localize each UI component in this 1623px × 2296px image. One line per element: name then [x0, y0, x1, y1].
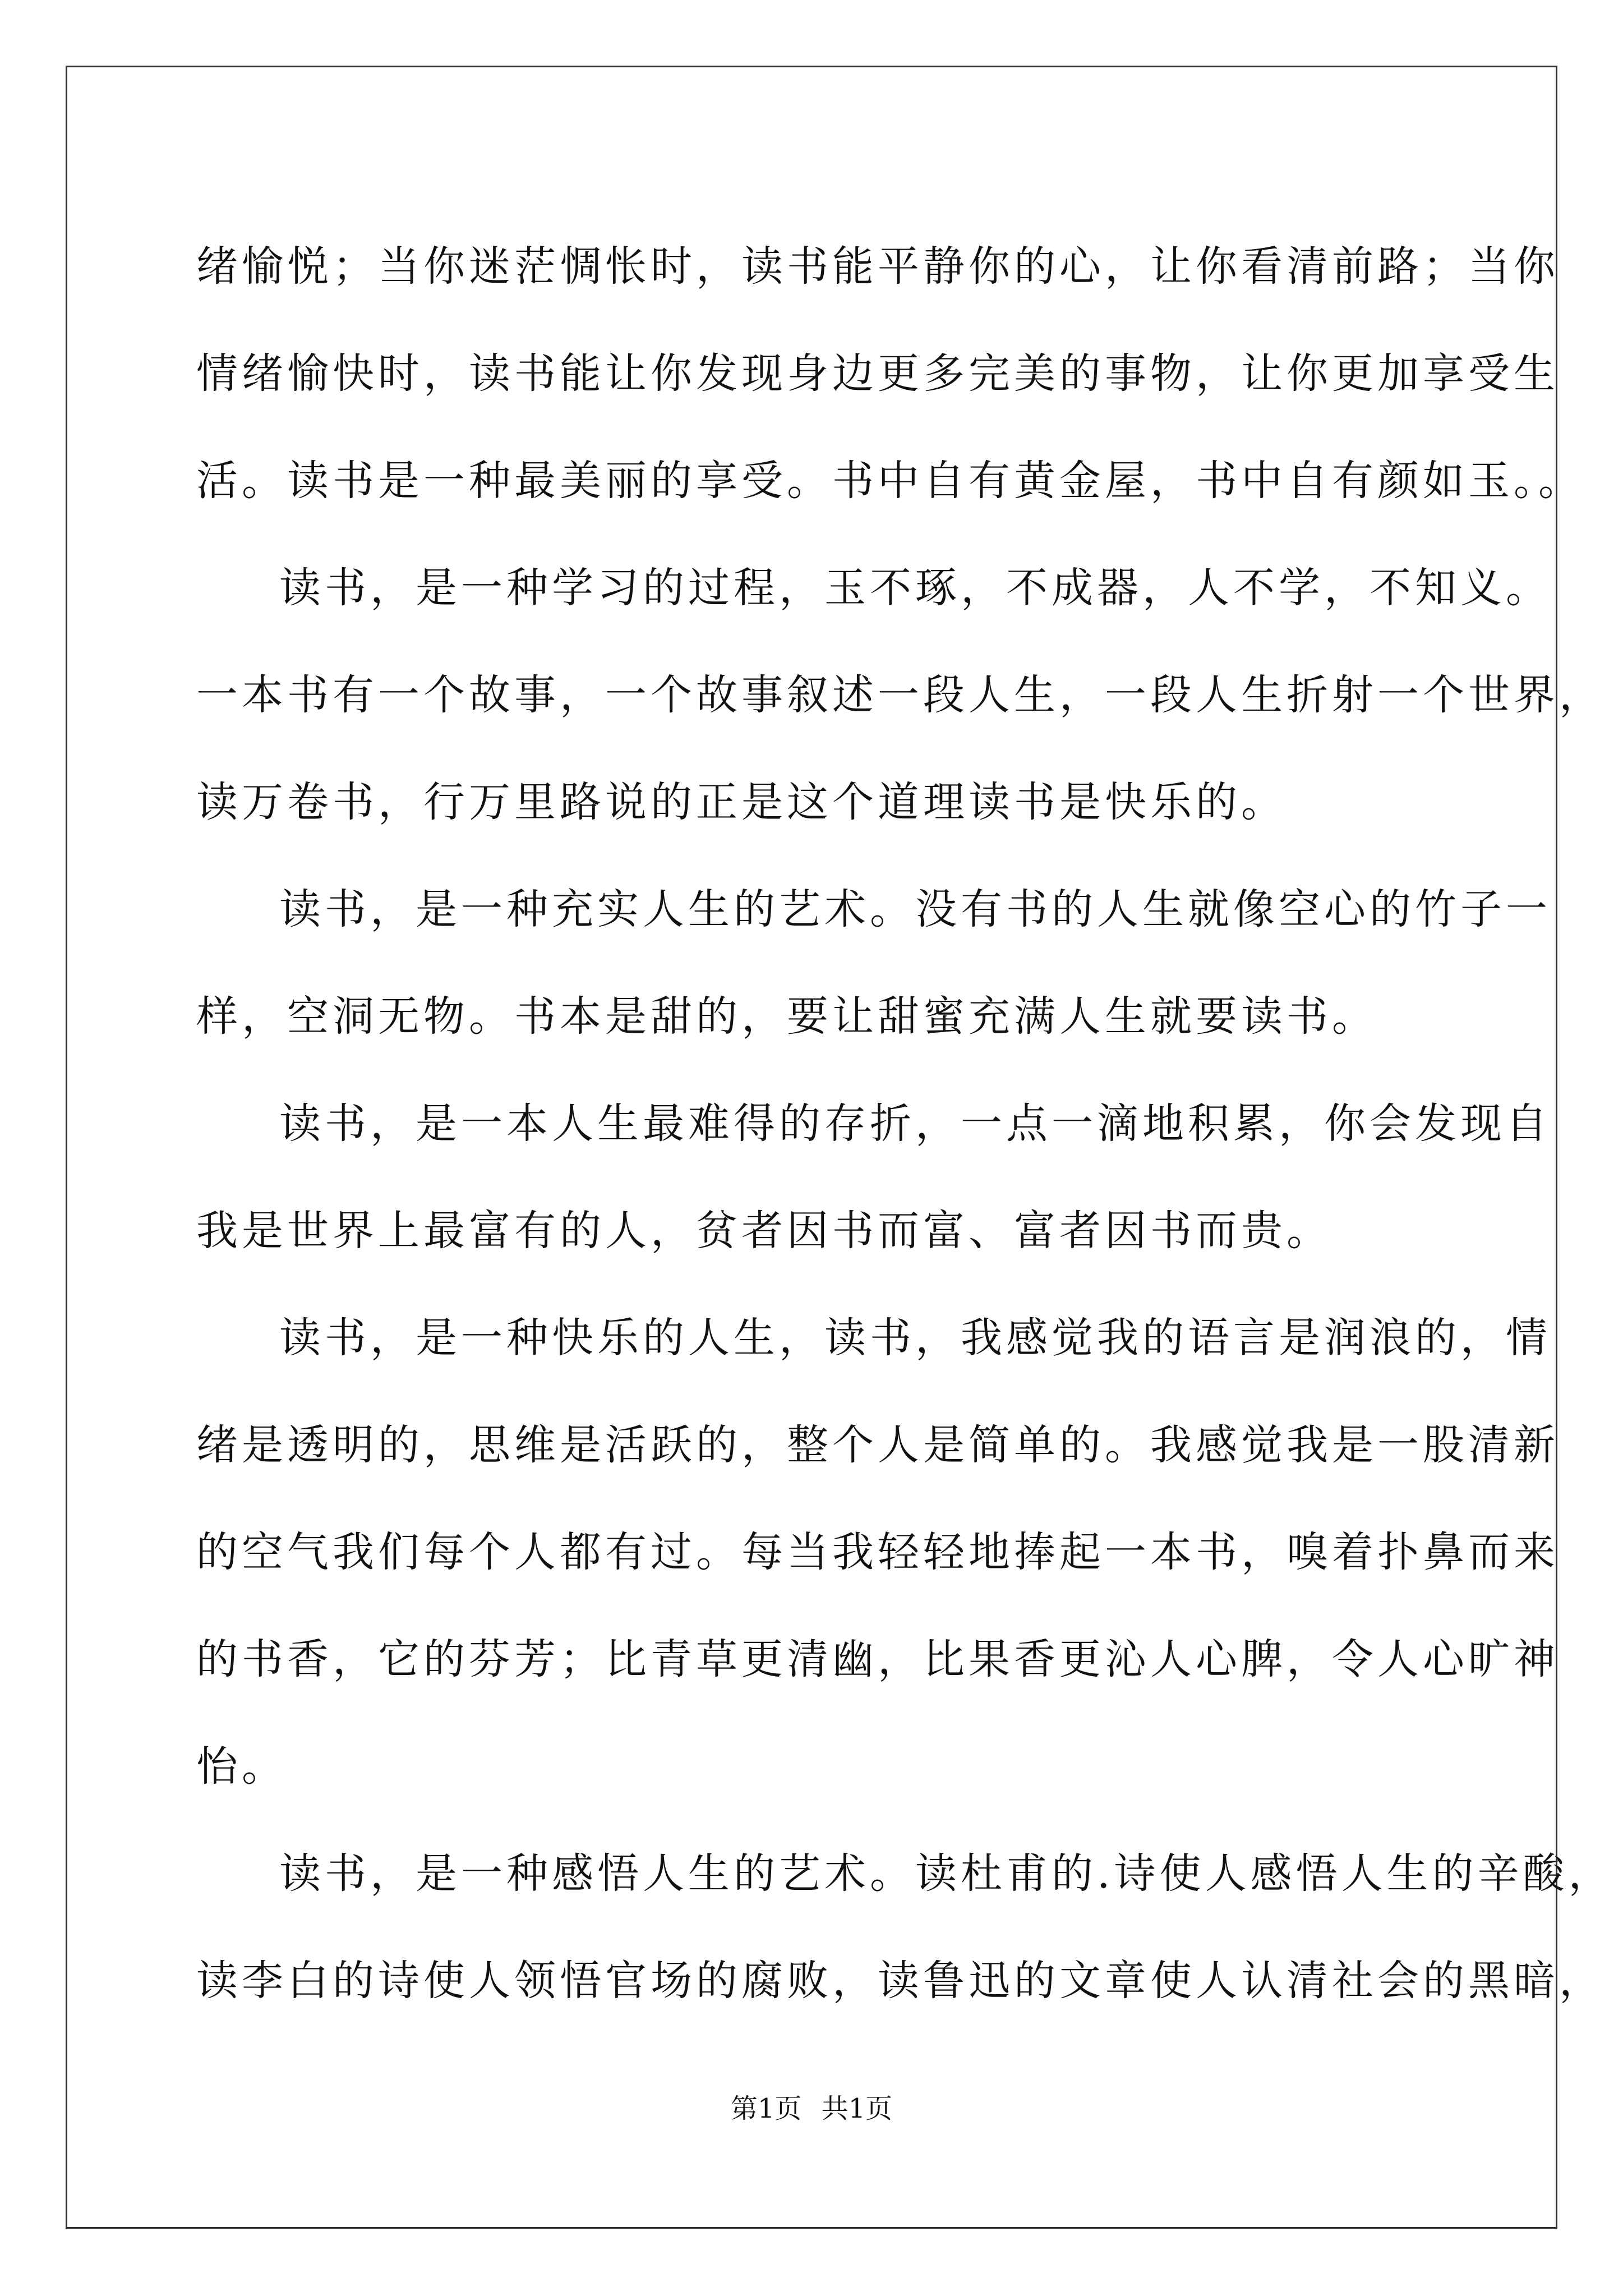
page-number-current: 第1页	[730, 2093, 802, 2124]
paragraph-start-line: 读书，是一种学习的过程，玉不琢，不成器，人不学，不知义。	[279, 564, 1551, 612]
text-line: 读李白的诗使人领悟官场的腐败，读鲁迅的文章使人认清社会的黑暗，	[196, 1957, 1604, 2005]
text-line: 的空气我们每个人都有过。每当我轻轻地捧起一本书，嗅着扑鼻而来	[196, 1528, 1559, 1576]
text-line: 读万卷书，行万里路说的正是这个道理读书是快乐的。	[196, 778, 1287, 826]
text-line: 绪愉悦；当你迷茫惆怅时，读书能平静你的心，让你看清前路；当你	[196, 242, 1559, 291]
text-line: 情绪愉快时，读书能让你发现身边更多完美的事物，让你更加享受生	[196, 349, 1559, 398]
text-line: 活。读书是一种最美丽的享受。书中自有黄金屋，书中自有颜如玉。。	[196, 457, 1584, 505]
document-body	[196, 213, 1614, 2035]
text-line: 的书香，它的芬芳；比青草更清幽，比果香更沁人心脾，令人心旷神	[196, 1635, 1559, 1683]
paragraph-start-line: 读书，是一种快乐的人生，读书，我感觉我的语言是润浪的，情	[279, 1314, 1551, 1362]
paragraph-start-line: 读书，是一种充实人生的艺术。没有书的人生就像空心的竹子一	[279, 885, 1551, 933]
paragraph-start-line: 读书，是一本人生最难得的存折，一点一滴地积累，你会发现自	[279, 1099, 1551, 1148]
paragraph-start-line: 读书，是一种感悟人生的艺术。读杜甫的.诗使人感悟人生的辛酸，	[279, 1849, 1614, 1898]
text-line: 绪是透明的，思维是活跃的，整个人是简单的。我感觉我是一股清新	[196, 1421, 1559, 1469]
text-line: 样，空洞无物。书本是甜的，要让甜蜜充满人生就要读书。	[196, 992, 1377, 1041]
text-line: 我是世界上最富有的人，贫者因书而富、富者因书而贵。	[196, 1207, 1332, 1255]
page-number-total: 共1页	[821, 2093, 893, 2124]
text-line: 怡。	[196, 1742, 287, 1791]
text-line: 一本书有一个故事，一个故事叙述一段人生，一段人生折射一个世界，	[196, 671, 1604, 719]
page-footer	[0, 2087, 1623, 2125]
